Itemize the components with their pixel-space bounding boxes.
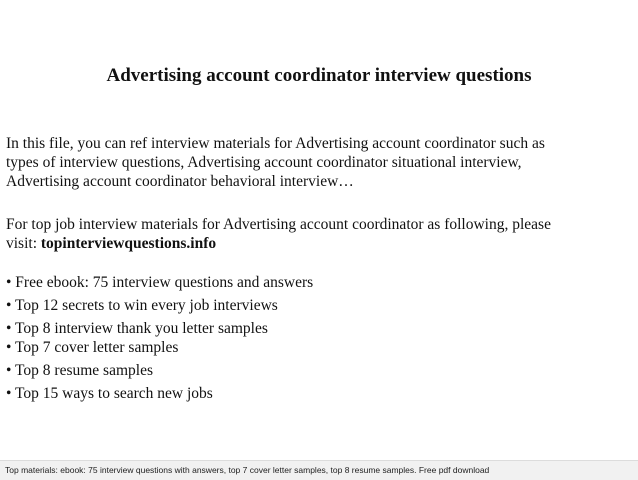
bullet-list: [6, 273, 634, 403]
bullet-item-cover-letters: • Top 7 cover letter samples: [6, 339, 179, 356]
page-title: Advertising account coordinator interview questions: [106, 65, 532, 86]
bullet-item-thank-you-letters: • Top 8 interview thank you letter samples: [6, 320, 268, 337]
footer-bar: [0, 460, 638, 480]
bullet-item-free-ebook: • Free ebook: 75 interview questions and answers: [6, 274, 314, 291]
visit-label: visit:: [6, 235, 41, 252]
intro-line-3: Advertising account coordinator behavioral interview…: [6, 173, 354, 190]
intro-line-2: types of interview questions, Advertising account coordinator situational interview,: [6, 154, 522, 171]
jobs-paragraph: [6, 215, 634, 253]
intro-paragraph: [6, 134, 634, 191]
bullet-item-secrets: • Top 12 secrets to win every job interviews: [6, 297, 278, 314]
bullet-item-resume-samples: • Top 8 resume samples: [6, 362, 153, 379]
intro-line-1: In this file, you can ref interview materials for Advertising account coordinator such as: [6, 135, 545, 152]
jobs-line-1: For top job interview materials for Advertising account coordinator as following, please: [6, 216, 551, 233]
jobs-line-2: [6, 234, 634, 253]
footer-text: Top materials: ebook: 75 interview questions with answers, top 7 cover letter samples, top 8 resume samples. Free pdf download: [5, 465, 490, 475]
bullet-item-search-jobs: • Top 15 ways to search new jobs: [6, 385, 213, 402]
site-link[interactable]: topinterviewquestions.info: [40, 235, 217, 252]
